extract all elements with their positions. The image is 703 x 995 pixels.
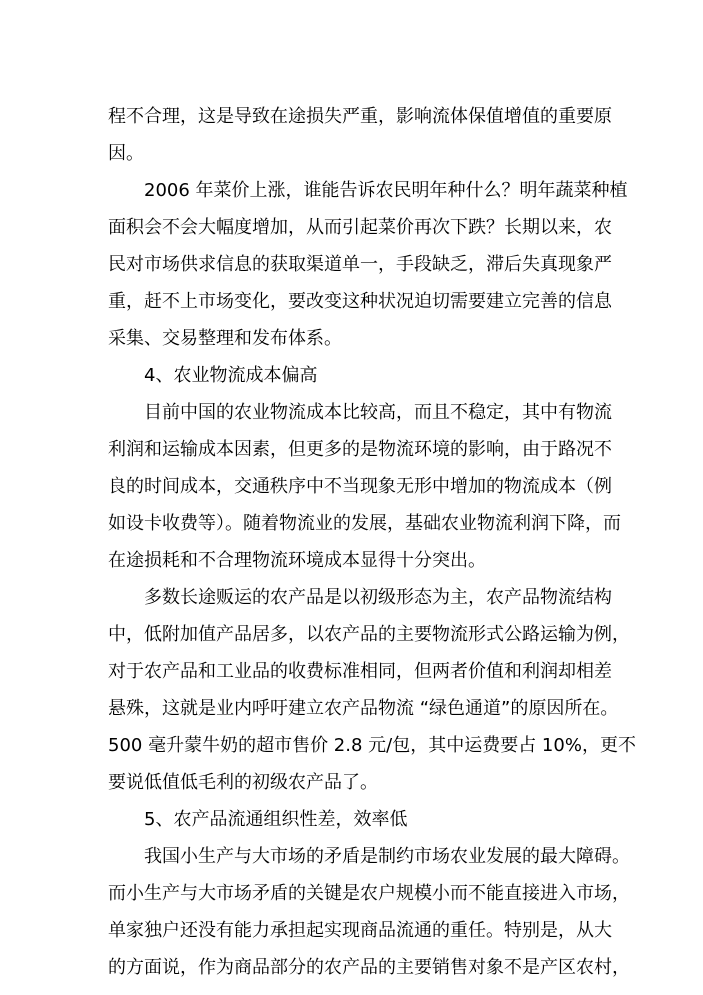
- text-line: 因。: [108, 143, 144, 164]
- text-line: 利润和运输成本因素，但更多的是物流环境的影响，由于路况不: [108, 439, 612, 460]
- text-line: 要说低值低毛利的初级农产品了。: [108, 772, 378, 793]
- text-line: 的方面说，作为商品部分的农产品的主要销售对象不是产区农村，: [108, 957, 630, 978]
- text-line: 单家独户还没有能力承担起实现商品流通的重任。特别是，从大: [108, 920, 612, 941]
- section-heading: 4、农业物流成本偏高: [144, 365, 318, 386]
- text-line: 2006 年菜价上涨，谁能告诉农民明年种什么？明年蔬菜种植: [144, 180, 628, 201]
- text-line: 多数长途贩运的农产品是以初级形态为主，农产品物流结构: [144, 587, 612, 608]
- text-line: 悬殊，这就是业内呼吁建立农产品物流 “绿色通道”的原因所在。: [108, 698, 619, 719]
- text-line: 面积会不会大幅度增加，从而引起菜价再次下跌？长期以来，农: [108, 217, 612, 238]
- text-line: 如设卡收费等）。随着物流业的发展，基础农业物流利润下降，而: [108, 513, 621, 534]
- text-line: 而小生产与大市场矛盾的关键是农户规模小而不能直接进入市场，: [108, 883, 630, 904]
- text-line: 我国小生产与大市场的矛盾是制约市场农业发展的最大障碍。: [144, 846, 630, 867]
- text-line: 在途损耗和不合理物流环境成本显得十分突出。: [108, 550, 486, 571]
- text-line: 良的时间成本，交通秩序中不当现象无形中增加的物流成本（例: [108, 476, 612, 497]
- text-line: 采集、交易整理和发布体系。: [108, 328, 342, 349]
- text-line: 中，低附加值产品居多，以农产品的主要物流形式公路运输为例，: [108, 624, 630, 645]
- text-line: 目前中国的农业物流成本比较高，而且不稳定，其中有物流: [144, 402, 612, 423]
- text-line: 对于农产品和工业品的收费标准相同，但两者价值和利润却相差: [108, 661, 612, 682]
- text-line: 民对市场供求信息的获取渠道单一，手段缺乏，滞后失真现象严: [108, 254, 612, 275]
- text-line: 重，赶不上市场变化，要改变这种状况迫切需要建立完善的信息: [108, 291, 612, 312]
- text-line: 程不合理，这是导致在途损失严重，影响流体保值增值的重要原: [108, 106, 612, 127]
- text-line: 500 毫升蒙牛奶的超市售价 2.8 元/包，其中运费要占 10%，更不: [108, 735, 636, 756]
- section-heading: 5、农产品流通组织性差，效率低: [144, 809, 408, 830]
